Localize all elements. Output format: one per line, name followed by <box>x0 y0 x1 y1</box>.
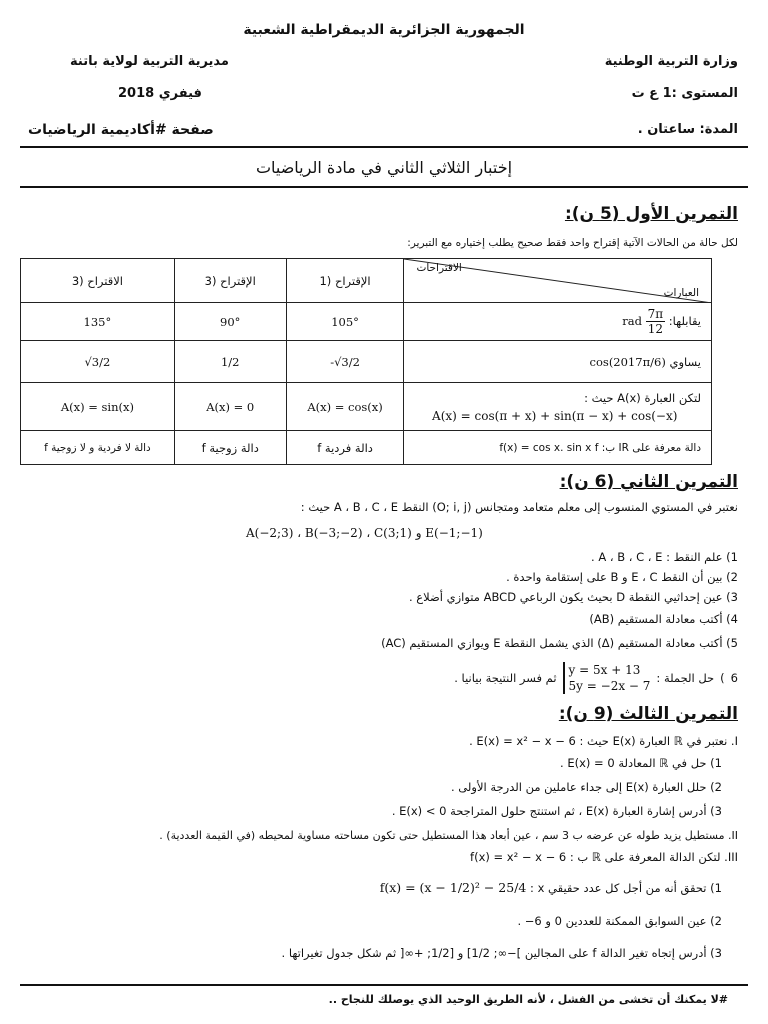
directorate-label: مديرية التربية لولاية باتنة <box>70 54 229 69</box>
ex3-III1-num: 1 <box>714 881 722 895</box>
row3-p3: A(x) = sin(x) <box>21 383 175 431</box>
ex2-q4-num: 4 <box>730 612 738 626</box>
ex2-q6: 6 ) حل الجملة : y = 5x + 13 5y = −2x − 7 ثم فسر النتيجة بيانيا . <box>454 663 738 693</box>
ministry-label: وزارة التربية الوطنية <box>604 54 738 69</box>
col-statements-label: العبارات <box>663 287 699 299</box>
row1-den: 12 <box>647 322 663 336</box>
row4-p2: دالة زوجية f <box>174 431 286 465</box>
row1-text: يقابلها: <box>668 314 701 328</box>
ex3-II: II. مستطيل يزيد طوله عن عرضه ب 3 سم ، عين أبعاد هذا المستطيل حتى تكون مساحته مساوية لمحيطه (في القيمة العددية) . <box>159 829 738 842</box>
ex1-instruction: لكل حالة من الحالات الآتية إقتراح واحد فقط صحيح يطلب إختياره مع التبرير: <box>407 237 738 249</box>
ex3-I: I. نعتبر في ℝ العبارة E(x) حيث : E(x) = x² − x − 6 . <box>469 734 738 748</box>
col-proposals-label: الاقتراحات <box>416 262 462 274</box>
ex2-q1: 1) علم النقط : A ، B ، C ، E . <box>591 550 738 564</box>
footer-quote: #لا يمكنك أن تخشى من الفشل ، لأنه الطريق الوحيد الذي يوصلك للنجاح .. <box>328 993 728 1006</box>
ex2-q6-text: حل الجملة : <box>656 670 715 685</box>
ex2-q1-text: علم النقط : A ، B ، C ، E . <box>591 550 723 564</box>
level-label: المستوى :1 ع ت <box>631 86 738 101</box>
ex2-q3-num: 3 <box>730 590 738 604</box>
row2-p3: √3/2 <box>21 341 175 383</box>
ex3-I2-num: 2 <box>714 780 722 794</box>
date-label: فيفري 2018 <box>118 86 202 101</box>
ex2-q1-num: 1 <box>730 550 738 564</box>
ex2-q2: 2) بين أن النقط E ، C و B على إستقامة واحدة . <box>506 570 738 584</box>
row1-statement <box>404 303 712 341</box>
duration-label: المدة: ساعتان . <box>637 122 738 137</box>
row1-p3: 135° <box>21 303 175 341</box>
ex2-q2-num: 2 <box>730 570 738 584</box>
row1-unit: rad <box>622 314 642 328</box>
row1-fraction <box>646 307 666 336</box>
row3-p2: A(x) = 0 <box>174 383 286 431</box>
ex2-q3: 3) عين إحداثيي النقطة D بحيث يكون الرباعي ABCD متوازي أضلاع . <box>408 590 738 604</box>
row2-text: يساوي <box>669 354 701 369</box>
ex2-q4-text: أكتب معادلة المستقيم (AB) <box>589 612 723 626</box>
ex2-eq1: y = 5x + 13 <box>568 663 641 677</box>
ex3-III2: 2) عين السوابق الممكنة للعددين 0 و 6− . <box>517 914 722 928</box>
ex3-I2: 2) حلل العبارة E(x) إلى جداء عاملين من الدرجة الأولى . <box>451 780 722 794</box>
ex3-III3: 3) أدرس إتجاه تغير الدالة f على المجالين ]−∞; 1/2] و [1/2; +∞[ ثم شكل جدول تغيراتها . <box>281 946 722 960</box>
ex3-I1-text: حل في ℝ المعادلة E(x) = 0 . <box>560 756 707 770</box>
row1-p1: 105° <box>286 303 404 341</box>
ex2-q5-text: أكتب معادلة المستقيم (Δ) الذي يشمل النقطة E ويوازي المستقيم (AC) <box>381 636 723 650</box>
row3-p1: A(x) = cos(x) <box>286 383 404 431</box>
ex3-III3-text: أدرس إتجاه تغير الدالة f على المجالين ]−∞; 1/2] و [1/2; +∞[ ثم شكل جدول تغيراتها . <box>281 946 707 960</box>
title-divider <box>20 186 748 188</box>
row2-math: cos(2017π/6) <box>589 354 666 369</box>
row2-p2: 1/2 <box>174 341 286 383</box>
ex2-system <box>563 662 651 694</box>
row1-p2: 90° <box>174 303 286 341</box>
row1-num: 7π <box>647 307 664 321</box>
ex3-I2-text: حلل العبارة E(x) إلى جداء عاملين من الدرجة الأولى . <box>451 780 707 794</box>
page-tag: صفحة #أكاديمية الرياضيات <box>28 122 214 138</box>
ex3-I3-text: أدرس إشارة العبارة E(x) ، ثم استنتج حلول المتراجحة E(x) < 0 . <box>391 804 707 818</box>
ex3-I3: 3) أدرس إشارة العبارة E(x) ، ثم استنتج حلول المتراجحة E(x) < 0 . <box>391 804 722 818</box>
ex2-q3-text: عين إحداثيي النقطة D بحيث يكون الرباعي ABCD متوازي أضلاع . <box>408 590 723 604</box>
row2-statement <box>404 341 712 383</box>
row2-p1: -√3/2 <box>286 341 404 383</box>
row3-statement <box>404 383 712 431</box>
col-p2-header: الإقتراح (3 <box>174 259 286 303</box>
ex3-title: التمرين الثالث (9 ن): <box>558 704 738 724</box>
row4-statement: دالة معرفة على IR ب: f(x) = cos x. sin x f <box>404 431 712 465</box>
ex3-III1-text: تحقق أنه من أجل كل عدد حقيقي x : <box>530 881 707 895</box>
footer-divider <box>20 984 748 986</box>
header-divider <box>20 146 748 148</box>
ex3-I3-num: 3 <box>714 804 722 818</box>
ex3-III2-text: عين السوابق الممكنة للعددين 0 و 6− . <box>517 914 707 928</box>
ex2-intro: نعتبر في المستوي المنسوب إلى معلم متعامد ومتجانس (O; i, j) النقط A ، B ، C ، E حيث : <box>300 500 738 514</box>
ex3-III2-num: 2 <box>714 914 722 928</box>
col-p1-header: الإقتراح (1 <box>286 259 404 303</box>
ex1-title: التمرين الأول (5 ن): <box>564 204 738 224</box>
ex3-III: III. لتكن الدالة المعرفة على ℝ ب : f(x) = x² − x − 6 <box>470 850 738 864</box>
qcm-table <box>20 258 712 465</box>
ex3-III1: 1) تحقق أنه من أجل كل عدد حقيقي x : f(x) = (x − 1/2)² − 25/4 <box>379 880 722 895</box>
ex3-I1: 1) حل في ℝ المعادلة E(x) = 0 . <box>560 756 722 770</box>
row4-p3: دالة لا فردية و لا زوجية f <box>21 431 175 465</box>
ex2-points: A(−2;3) ، B(−3;−2) ، C(3;1) و E(−1;−1) <box>246 526 483 540</box>
header-statements-cell <box>404 259 712 303</box>
ex2-q5-num: 5 <box>730 636 738 650</box>
ex3-III1-math: f(x) = (x − 1/2)² − 25/4 <box>379 880 527 895</box>
ex2-q6-tail: ثم فسر النتيجة بيانيا . <box>454 670 557 685</box>
ex2-title: التمرين الثاني (6 ن): <box>559 472 738 492</box>
ex2-q5: 5) أكتب معادلة المستقيم (Δ) الذي يشمل النقطة E ويوازي المستقيم (AC) <box>381 636 738 650</box>
row3-math: A(x) = cos(π + x) + sin(π − x) + cos(−x) <box>432 408 678 423</box>
ex2-q6-num: 6 <box>730 670 738 685</box>
row3-text: لتكن العبارة A(x) حيث : <box>584 390 701 405</box>
ex3-I1-num: 1 <box>714 756 722 770</box>
ex2-q2-text: بين أن النقط E ، C و B على إستقامة واحدة . <box>506 570 723 584</box>
ex2-q4: 4) أكتب معادلة المستقيم (AB) <box>589 612 738 626</box>
row4-p1: دالة فردية f <box>286 431 404 465</box>
exam-title: إختبار الثلاثي الثاني في مادة الرياضيات <box>255 158 513 177</box>
republic-title: الجمهورية الجزائرية الديمقراطية الشعبية <box>243 22 525 38</box>
ex3-III3-num: 3 <box>714 946 722 960</box>
ex2-eq2: 5y = −2x − 7 <box>568 679 651 693</box>
col-p3-header: الاقتراح (3 <box>21 259 175 303</box>
